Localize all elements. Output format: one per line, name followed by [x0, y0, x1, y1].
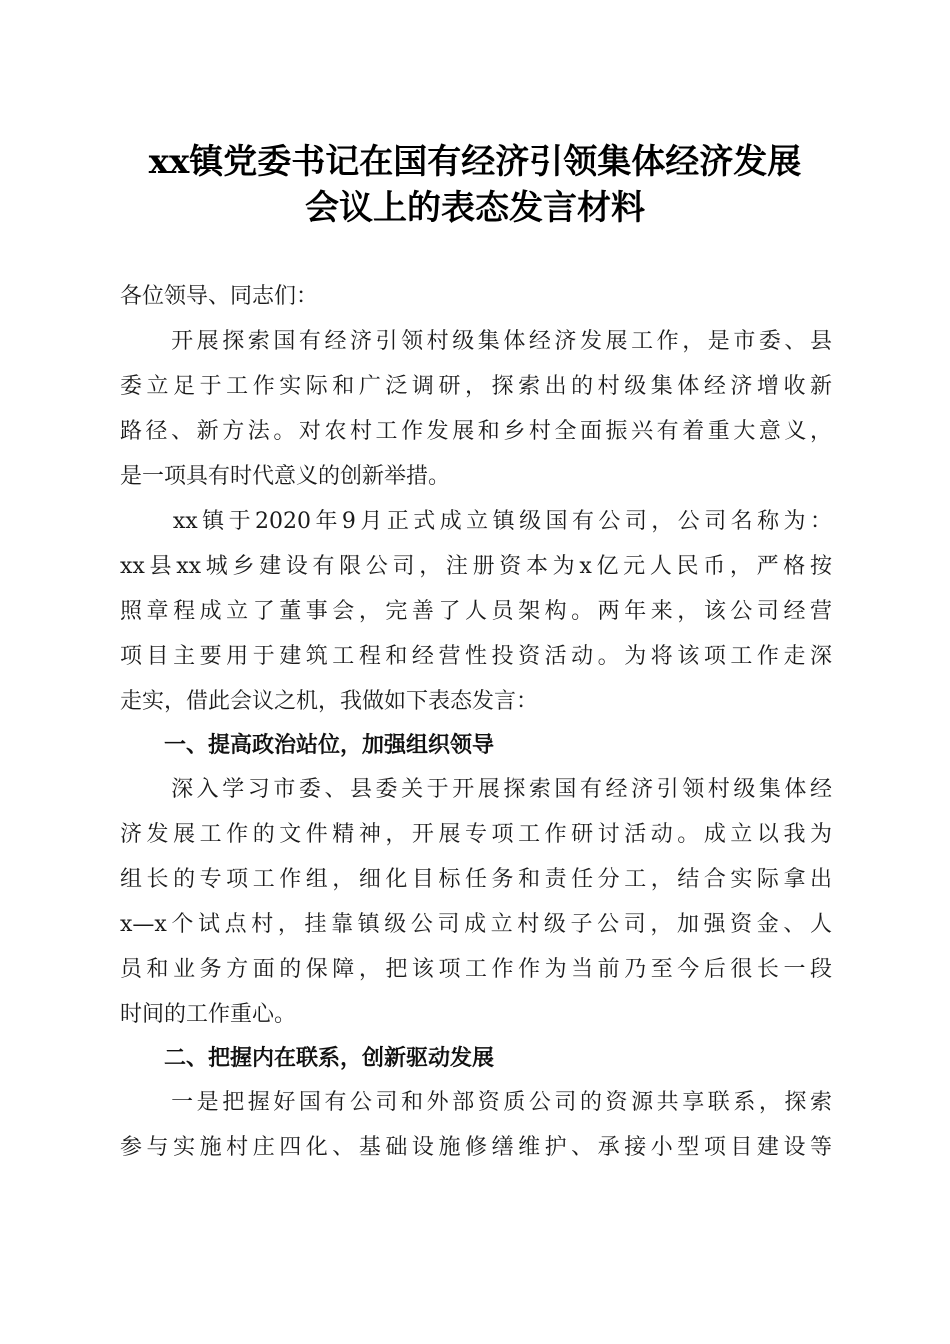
paragraph-line: 项目主要用于建筑工程和经营性投资活动。为将该项工作走深	[120, 644, 832, 669]
paragraph-line: 是一项具有时代意义的创新举措。	[120, 464, 451, 489]
document-title-line-2: 会议上的表态发言材料	[305, 188, 645, 228]
paragraph-line: 时间的工作重心。	[120, 1002, 297, 1027]
paragraph-line: 走实，借此会议之机，我做如下表态发言：	[120, 689, 539, 714]
paragraph-line: x—x个试点村，挂靠镇级公司成立村级子公司，加强资金、人	[120, 912, 832, 937]
paragraph-line: 照章程成立了董事会，完善了人员架构。两年来，该公司经营	[120, 599, 832, 624]
paragraph-line: 开展探索国有经济引领村级集体经济发展工作，是市委、县	[120, 329, 832, 354]
paragraph-line: 济发展工作的文件精神，开展专项工作研讨活动。成立以我为	[120, 822, 832, 847]
document-title-line-1: xx镇党委书记在国有经济引领集体经济发展	[148, 142, 802, 182]
paragraph-line: xx镇于2020年9月正式成立镇级国有公司，公司名称为：	[120, 509, 832, 534]
paragraph-line: 组长的专项工作组，细化目标任务和责任分工，结合实际拿出	[120, 867, 832, 892]
salutation: 各位领导、同志们：	[120, 284, 319, 309]
paragraph-line: 深入学习市委、县委关于开展探索国有经济引领村级集体经	[120, 777, 832, 802]
paragraph-line: 一是把握好国有公司和外部资质公司的资源共享联系，探索	[120, 1090, 832, 1115]
paragraph-line: 委立足于工作实际和广泛调研，探索出的村级集体经济增收新	[120, 374, 832, 399]
paragraph-line: 路径、新方法。对农村工作发展和乡村全面振兴有着重大意义，	[120, 419, 832, 444]
paragraph-line: xx县xx城乡建设有限公司，注册资本为x亿元人民币，严格按	[120, 554, 832, 579]
section-heading-2: 二、把握内在联系，创新驱动发展	[120, 1046, 495, 1071]
paragraph-line: 参与实施村庄四化、基础设施修缮维护、承接小型项目建设等	[120, 1135, 832, 1160]
paragraph-line: 员和业务方面的保障，把该项工作作为当前乃至今后很长一段	[120, 957, 832, 982]
section-heading-1: 一、提高政治站位，加强组织领导	[120, 733, 495, 758]
